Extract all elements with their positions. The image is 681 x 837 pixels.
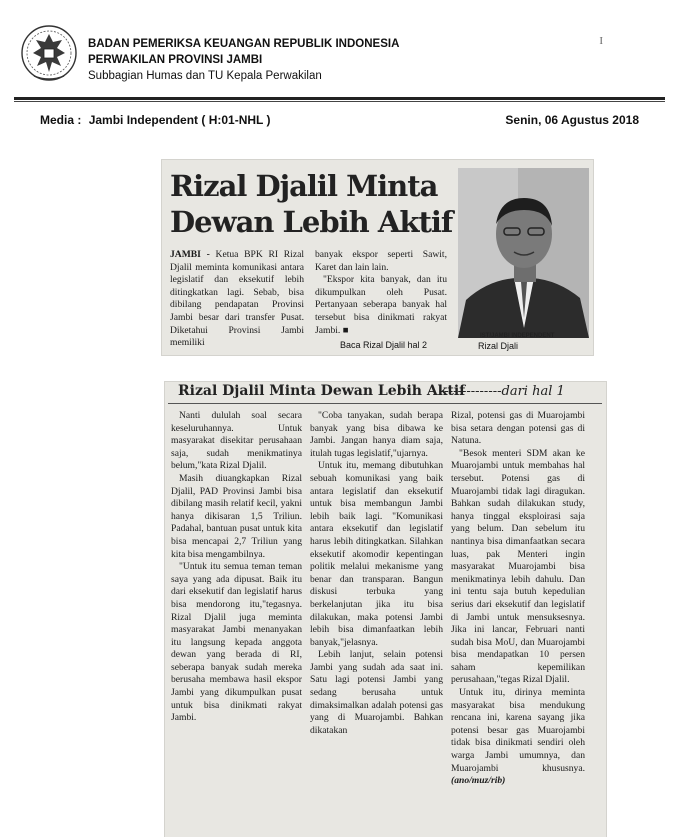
photo-caption: Rizal Djali <box>478 341 519 351</box>
cont-col1-para-2: Masih diuangkapkan Rizal Djalil, PAD Provinsi Jambi bisa dibilang masih relatif kecil, yakni hanya dikisaran 1,5 Triliun. Padahal, bantuan pusat untuk kita bisa mencapai 2,7 Triliun yang kita bisa mengambilnya. <box>171 472 302 560</box>
media-value: Jambi Independent ( H:01-NHL ) <box>88 113 271 127</box>
headline-line-1: Rizal Djalil Minta <box>170 169 438 203</box>
continuation-headline: Rizal Djalil Minta Dewan Lebih Aktif <box>178 383 466 399</box>
media-source <box>40 113 270 127</box>
front-column-2 <box>315 249 447 337</box>
header-rule <box>14 97 665 100</box>
garuda-emblem-icon <box>20 22 78 84</box>
cont-col3-para-2: "Besok menteri SDM akan ke Muarojambi untuk membahas hal tersebut. Potensi gas di Muarojambi tidak lagi diragukan. Bahkan sudah dilakukan study, hanya tinggal eksploirasi saja yang belum. Dan sebelum itu nantinya bisa dimanfaatkan secara luas, pak Menteri ingin masyarakat Muarojambi bisa menikmatinya lebih dahulu. Dan ini tentu saja butuh kepedulian serius dari eksekutif dan legislatif di Jambi untuk mensuksesnya. Jika ini lancar, Februari nanti sudah bisa MoU, dan Muarojambi bisa mendapatkan 10 persen saham kepemilikan perusahaan,"tegas Rizal Djalil. <box>451 447 585 686</box>
cont-col3-para-3: Untuk itu, dirinya meminta masyarakat bisa mendukung rencana ini, karena sayang jika potensi besar gas Muarojambi tidak bisa dinikmati sendiri oleh warga Jambi umumnya, dan Muarojambi khususnya. <box>451 687 585 774</box>
continuation-column-3 <box>451 410 585 830</box>
cont-col2-para-2: Untuk itu, memang dibutuhkan sebuah komunikasi yang baik antara legislatif dan eksekutif untuk bisa membangun Jambi lebih baik lagi. "Komunikasi antara eksekutif dan legislatif harus lebih ditingkatkan. Silahkan eksekutif akomodir kepentingan politik melalui mekanisme yang benar dan transparan. Bangun diskusi terbuka yang berkelanjutan jika itu bisa dilakukan, maka potensi Jambi lebih bisa dimanfaatkan lebih banyak,"jelasnya. <box>310 460 443 648</box>
publication-date: Senin, 06 Agustus 2018 <box>505 113 639 127</box>
photo-credit: IST/JAMBI INDEPENDENT <box>480 333 555 339</box>
media-row <box>40 113 639 127</box>
headline-line-2: Dewan Lebih Aktif <box>170 205 453 239</box>
org-name: BADAN PEMERIKSA KEUANGAN REPUBLIK INDONESIA <box>88 38 400 50</box>
cont-col1-para-1: Nanti dululah soal secara keseluruhannya. Untuk masyarakat disekitar perusahaan saja, sudah menikmatinya belum,"kata Rizal Djalil. <box>171 410 302 472</box>
page-mark: I <box>599 35 603 47</box>
continued-from-label: --------------dari hal 1 <box>440 384 565 399</box>
front-col2-para-1: banyak ekspor seperti Sawit, Karet dan lain lain. <box>315 249 447 273</box>
org-subdivision: Subbagian Humas dan TU Kepala Perwakilan <box>88 70 322 82</box>
front-col1-text: Ketua BPK RI Rizal Djalil meminta komunikasi antara legislatif dan eksekutif lebih ditingkatkan lagi. Sebab, bisa dibilang pendapatan Provinsi Jambi besar dari transfer Pusat. Diketahui Provinsi Jambi memiliki <box>170 249 305 349</box>
header-rule-thin <box>14 101 665 102</box>
media-label: Media : <box>40 113 82 127</box>
cont-col2-para-1: "Coba tanyakan, sudah berapa banyak yang bisa dibawa ke Jambi. Jangan hanya diam saja, itulah tugas legislatif,"ujarnya. <box>310 410 443 459</box>
author-signature: (ano/muz/rib) <box>451 775 506 787</box>
cont-col2-para-3: Lebih lanjut, selain potensi Jambi yang sudah ada saat ini. Satu lagi potensi Jambi yang sedang berusaha untuk dimaksimalkan adalah potensi gas yang di Muarojambi. Bahkan dikatakan <box>310 649 443 736</box>
cont-col1-para-3: "Untuk itu semua teman teman saya yang ada dipusat. Baik itu dari eksekutif dan legislatif harus bisa mendorong itu,"tegasnya. Rizal Djalil juga meminta masyarakat Jambi menanyakan itu langsung kepada anggota dewan yang berada di RI, seberapa banyak sudah mereka berusaha membawa hasil ekspor Jambi yang dikumpulkan pusat untuk bisa dinikmati rakyat Jambi. <box>171 561 302 724</box>
portrait-illustration <box>458 168 589 338</box>
front-column-1 <box>170 249 305 349</box>
continuation-column-2 <box>310 410 443 755</box>
dateline: JAMBI - <box>170 249 210 260</box>
continuation-rule <box>168 403 602 404</box>
portrait-photo <box>458 168 589 338</box>
cont-col3-para-1: Rizal, potensi gas di Muarojambi bisa setara dengan potensi gas di Natuna. <box>451 410 585 447</box>
front-col2-para-2: "Ekspor kita banyak, dan itu dikumpulkan oleh Pusat. Pertanyaan seberapa banyak hal tersebut bisa dinikmati rakyat Jambi. ■ <box>315 274 447 336</box>
org-division: PERWAKILAN PROVINSI JAMBI <box>88 54 263 66</box>
continuation-column-1 <box>171 410 302 745</box>
continued-reference: Baca Rizal Djalil hal 2 <box>340 340 428 350</box>
